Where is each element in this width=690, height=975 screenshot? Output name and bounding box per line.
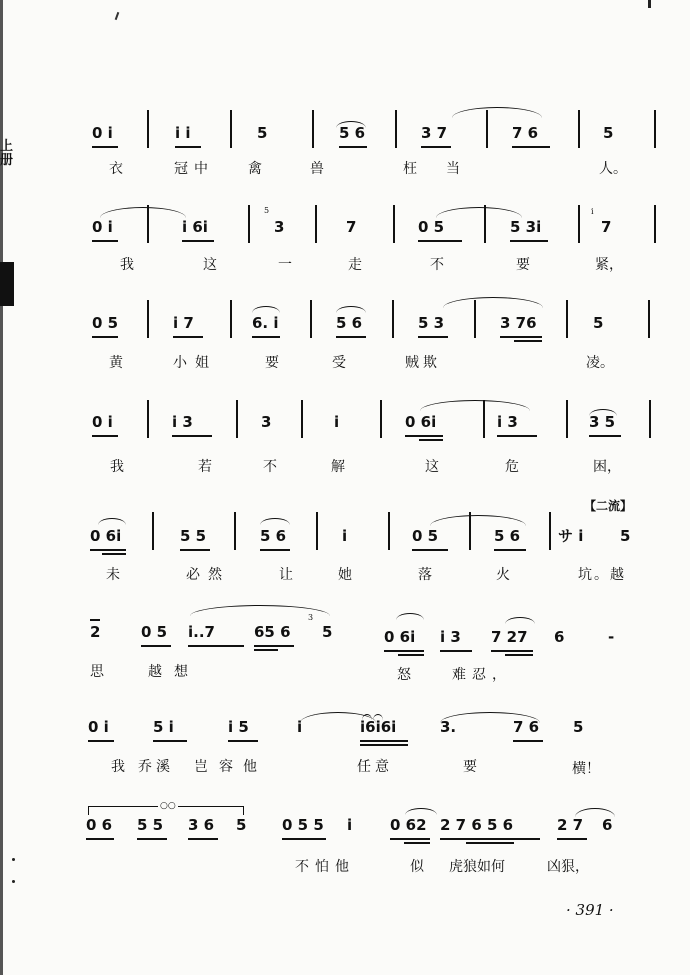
notes: 5 5 bbox=[180, 527, 207, 545]
lyric: 危 bbox=[505, 459, 519, 475]
lyric: 不怕他 bbox=[295, 859, 355, 875]
notes: 5 bbox=[620, 527, 631, 545]
slur bbox=[443, 297, 543, 308]
underline bbox=[418, 336, 448, 338]
notes: i bbox=[347, 816, 353, 834]
notes: 0 5 bbox=[92, 314, 119, 332]
underline bbox=[405, 435, 443, 437]
notes: 0 6i bbox=[405, 413, 437, 431]
underline bbox=[510, 240, 548, 242]
underline bbox=[88, 740, 114, 742]
notes: i i bbox=[175, 124, 191, 142]
speck bbox=[12, 858, 15, 861]
lyric: 任意 bbox=[357, 759, 393, 775]
notes: 0 i bbox=[88, 718, 109, 736]
underline bbox=[404, 842, 430, 844]
lyric: 凶狠， bbox=[547, 859, 589, 875]
barline bbox=[549, 512, 551, 550]
notes: 3 5 bbox=[589, 413, 616, 431]
barline bbox=[578, 205, 580, 243]
notes: i 7 bbox=[173, 314, 194, 332]
underline bbox=[282, 838, 326, 840]
speck bbox=[115, 12, 120, 20]
lyric: 难忍， bbox=[452, 667, 512, 683]
lyric: 黄 bbox=[109, 355, 123, 371]
slur bbox=[98, 518, 126, 525]
lyric: 容 bbox=[219, 759, 233, 775]
barline bbox=[469, 512, 471, 550]
slur bbox=[505, 617, 535, 624]
underline bbox=[500, 336, 542, 338]
underline bbox=[180, 549, 210, 551]
underline bbox=[491, 650, 533, 652]
underline bbox=[513, 740, 543, 742]
speck bbox=[12, 880, 15, 883]
barline bbox=[380, 400, 382, 438]
margin-label: 上册 bbox=[0, 139, 14, 168]
notes: 5 bbox=[593, 314, 604, 332]
notes: 3 76 bbox=[500, 314, 537, 332]
underline bbox=[188, 645, 244, 647]
lyric: 他 bbox=[243, 759, 257, 775]
notes: 0 6i bbox=[384, 628, 416, 646]
underline bbox=[141, 645, 171, 647]
lyric: 人。 bbox=[599, 161, 627, 177]
grace-note: 3 bbox=[308, 613, 314, 622]
barline bbox=[484, 205, 486, 243]
barline bbox=[393, 205, 395, 243]
lyric: 不 bbox=[263, 459, 277, 475]
notes: 0 5 bbox=[141, 623, 168, 641]
notes: 7 bbox=[346, 218, 357, 236]
lyric: 要 bbox=[463, 759, 477, 775]
underline bbox=[92, 146, 118, 148]
barline bbox=[312, 110, 314, 148]
underline bbox=[412, 549, 448, 551]
barline bbox=[392, 300, 394, 338]
underline bbox=[557, 838, 587, 840]
underline bbox=[153, 740, 187, 742]
margin-block bbox=[0, 262, 14, 306]
lyric: 这 bbox=[425, 459, 439, 475]
lyric: 枉 bbox=[403, 161, 417, 177]
grace-note: 5 bbox=[264, 206, 270, 215]
barline bbox=[230, 300, 232, 338]
notes: 0 6i bbox=[90, 527, 122, 545]
underline bbox=[384, 650, 424, 652]
barline bbox=[301, 400, 303, 438]
underline bbox=[175, 146, 201, 148]
lyric: 衣 bbox=[109, 161, 123, 177]
notes: 3 6 bbox=[188, 816, 215, 834]
underline bbox=[228, 740, 258, 742]
slur bbox=[405, 808, 437, 815]
notes: i..7 bbox=[188, 623, 215, 641]
lyric: 要 bbox=[516, 257, 530, 273]
underline bbox=[86, 838, 114, 840]
lyric: 兽 bbox=[310, 161, 324, 177]
lyric: 贼欺 bbox=[405, 355, 441, 371]
barline bbox=[566, 300, 568, 338]
barline bbox=[474, 300, 476, 338]
barline bbox=[483, 400, 485, 438]
underline bbox=[92, 336, 118, 338]
barline bbox=[654, 110, 656, 148]
slur bbox=[396, 613, 424, 620]
underline bbox=[360, 744, 408, 746]
barline bbox=[486, 110, 488, 148]
notes: i 5 bbox=[228, 718, 249, 736]
lyric: 禽 bbox=[248, 161, 262, 177]
notes: i 3 bbox=[440, 628, 461, 646]
notes: 5 6 bbox=[494, 527, 521, 545]
underline bbox=[188, 838, 218, 840]
lyric: 冠中 bbox=[174, 161, 214, 177]
barline bbox=[388, 512, 390, 550]
barline bbox=[566, 400, 568, 438]
underline bbox=[254, 649, 278, 651]
notes: 2 7 6 5 6 bbox=[440, 816, 514, 834]
notes: 0 i bbox=[92, 218, 113, 236]
underline bbox=[137, 838, 167, 840]
underline bbox=[418, 240, 462, 242]
lyric: 我 bbox=[120, 257, 134, 273]
barline bbox=[310, 300, 312, 338]
lyric: 似 bbox=[410, 859, 424, 875]
underline bbox=[421, 146, 451, 148]
underline bbox=[92, 240, 118, 242]
notes: i bbox=[342, 527, 348, 545]
lyric: 解 bbox=[331, 459, 345, 475]
barline bbox=[147, 110, 149, 148]
lyric: 越想 bbox=[148, 664, 200, 680]
underline bbox=[90, 549, 126, 551]
notes: 0 5 5 bbox=[282, 816, 324, 834]
underline bbox=[102, 553, 126, 555]
notes: 7 6 bbox=[512, 124, 539, 142]
underline bbox=[172, 435, 212, 437]
lyric: 怒 bbox=[397, 667, 411, 683]
lyric: 横！ bbox=[572, 761, 600, 777]
notes: 6. i bbox=[252, 314, 279, 332]
slur bbox=[436, 207, 522, 218]
slur bbox=[252, 306, 280, 313]
slur bbox=[430, 515, 526, 526]
notes: 2 bbox=[90, 623, 101, 641]
slur bbox=[420, 400, 530, 411]
notes: 2 7 bbox=[557, 816, 584, 834]
notes: 5 6 bbox=[260, 527, 287, 545]
lyric: 凌。 bbox=[586, 355, 614, 371]
underline bbox=[260, 549, 290, 551]
notes: 0 5 bbox=[412, 527, 439, 545]
underline bbox=[497, 435, 537, 437]
notes: i 3 bbox=[497, 413, 518, 431]
notes: 7 bbox=[601, 218, 612, 236]
underline bbox=[440, 838, 540, 840]
lyric: 思 bbox=[90, 664, 104, 680]
lyric: 必然 bbox=[186, 567, 230, 583]
lyric: 我 bbox=[111, 759, 125, 775]
lyric: 这 bbox=[203, 257, 217, 273]
notes: 6 bbox=[554, 628, 565, 646]
underline bbox=[398, 654, 424, 656]
notes: 0 i bbox=[92, 124, 113, 142]
underline bbox=[339, 146, 367, 148]
underline bbox=[512, 146, 550, 148]
barline bbox=[654, 205, 656, 243]
underline bbox=[252, 336, 280, 338]
notes: 0 5 bbox=[418, 218, 445, 236]
lyric: 一 bbox=[278, 257, 292, 273]
slur bbox=[100, 207, 186, 218]
notes: 7 27 bbox=[491, 628, 528, 646]
underline bbox=[173, 336, 203, 338]
notes: 5 5 bbox=[137, 816, 164, 834]
lyric: 不 bbox=[430, 257, 444, 273]
grace-note: i bbox=[591, 207, 594, 216]
underline bbox=[254, 645, 294, 647]
notes: 3 bbox=[261, 413, 272, 431]
notes: 3 bbox=[274, 218, 285, 236]
notes: 6 bbox=[602, 816, 613, 834]
underline bbox=[92, 435, 118, 437]
notes: 5 bbox=[257, 124, 268, 142]
section-tag: 【二流】 bbox=[584, 499, 633, 513]
barline bbox=[147, 400, 149, 438]
notes: 5 6 bbox=[339, 124, 366, 142]
underline bbox=[440, 650, 472, 652]
underline bbox=[419, 439, 443, 441]
notes: 3. bbox=[440, 718, 457, 736]
lyric: 紧， bbox=[595, 257, 623, 273]
barline bbox=[648, 300, 650, 338]
notes: 0 6 bbox=[86, 816, 113, 834]
lyric: 让 bbox=[279, 567, 293, 583]
underline bbox=[494, 549, 526, 551]
underline bbox=[505, 654, 533, 656]
notes: 7 6 bbox=[513, 718, 540, 736]
lyric: 受 bbox=[332, 355, 346, 371]
barline bbox=[578, 110, 580, 148]
lyric: 我 bbox=[110, 459, 124, 475]
slur bbox=[452, 107, 542, 118]
barline bbox=[315, 205, 317, 243]
slur bbox=[260, 518, 290, 525]
lyric: 火 bbox=[496, 567, 510, 583]
lyric: 当 bbox=[446, 161, 460, 177]
underline bbox=[360, 740, 408, 742]
notes: i 6i bbox=[182, 218, 208, 236]
barline bbox=[147, 205, 149, 243]
lyric: 她 bbox=[338, 567, 352, 583]
notes: i6i6i bbox=[360, 718, 397, 736]
notes: i bbox=[334, 413, 340, 431]
barline bbox=[152, 512, 154, 550]
notes: 5 bbox=[603, 124, 614, 142]
notes: 5 3i bbox=[510, 218, 542, 236]
lyric: 乔溪 bbox=[138, 759, 174, 775]
notes: i 3 bbox=[172, 413, 193, 431]
lyric: 困， bbox=[593, 459, 621, 475]
notes: 5 bbox=[236, 816, 247, 834]
lyric: 落 bbox=[418, 567, 432, 583]
notes: 3 7 bbox=[421, 124, 448, 142]
underline bbox=[182, 240, 214, 242]
lyric: 要 bbox=[265, 355, 279, 371]
barline bbox=[395, 110, 397, 148]
bracket-mark: ○○ bbox=[160, 801, 176, 811]
barline bbox=[230, 110, 232, 148]
notes: 0 62 bbox=[390, 816, 427, 834]
lyric: 虎狼如何 bbox=[449, 859, 505, 875]
barline bbox=[236, 400, 238, 438]
notes: - bbox=[608, 628, 615, 646]
notes: 5 3 bbox=[418, 314, 445, 332]
lyric: 小姐 bbox=[173, 355, 217, 371]
notes: 5 bbox=[573, 718, 584, 736]
speck bbox=[648, 0, 651, 8]
lyric: 坑。越 bbox=[578, 567, 626, 583]
notes: 65 6 bbox=[254, 623, 291, 641]
notes: 5 6 bbox=[336, 314, 363, 332]
notes: 0 i bbox=[92, 413, 113, 431]
overline bbox=[90, 619, 100, 621]
underline bbox=[466, 842, 514, 844]
lyric: 若 bbox=[198, 459, 212, 475]
underline bbox=[336, 336, 366, 338]
slur bbox=[336, 306, 366, 313]
notes: i bbox=[297, 718, 303, 736]
notes: 5 i bbox=[153, 718, 174, 736]
underline bbox=[514, 340, 542, 342]
notes: 5 bbox=[322, 623, 333, 641]
lyric: 走 bbox=[348, 257, 362, 273]
underline bbox=[390, 838, 430, 840]
barline bbox=[649, 400, 651, 438]
barline bbox=[234, 512, 236, 550]
lyric: 岂 bbox=[194, 759, 208, 775]
lyric: 未 bbox=[106, 567, 120, 583]
underline bbox=[589, 435, 621, 437]
barline bbox=[147, 300, 149, 338]
page-number: · 391 · bbox=[566, 901, 614, 919]
notes: サ i bbox=[558, 527, 584, 545]
barline bbox=[248, 205, 250, 243]
barline bbox=[316, 512, 318, 550]
